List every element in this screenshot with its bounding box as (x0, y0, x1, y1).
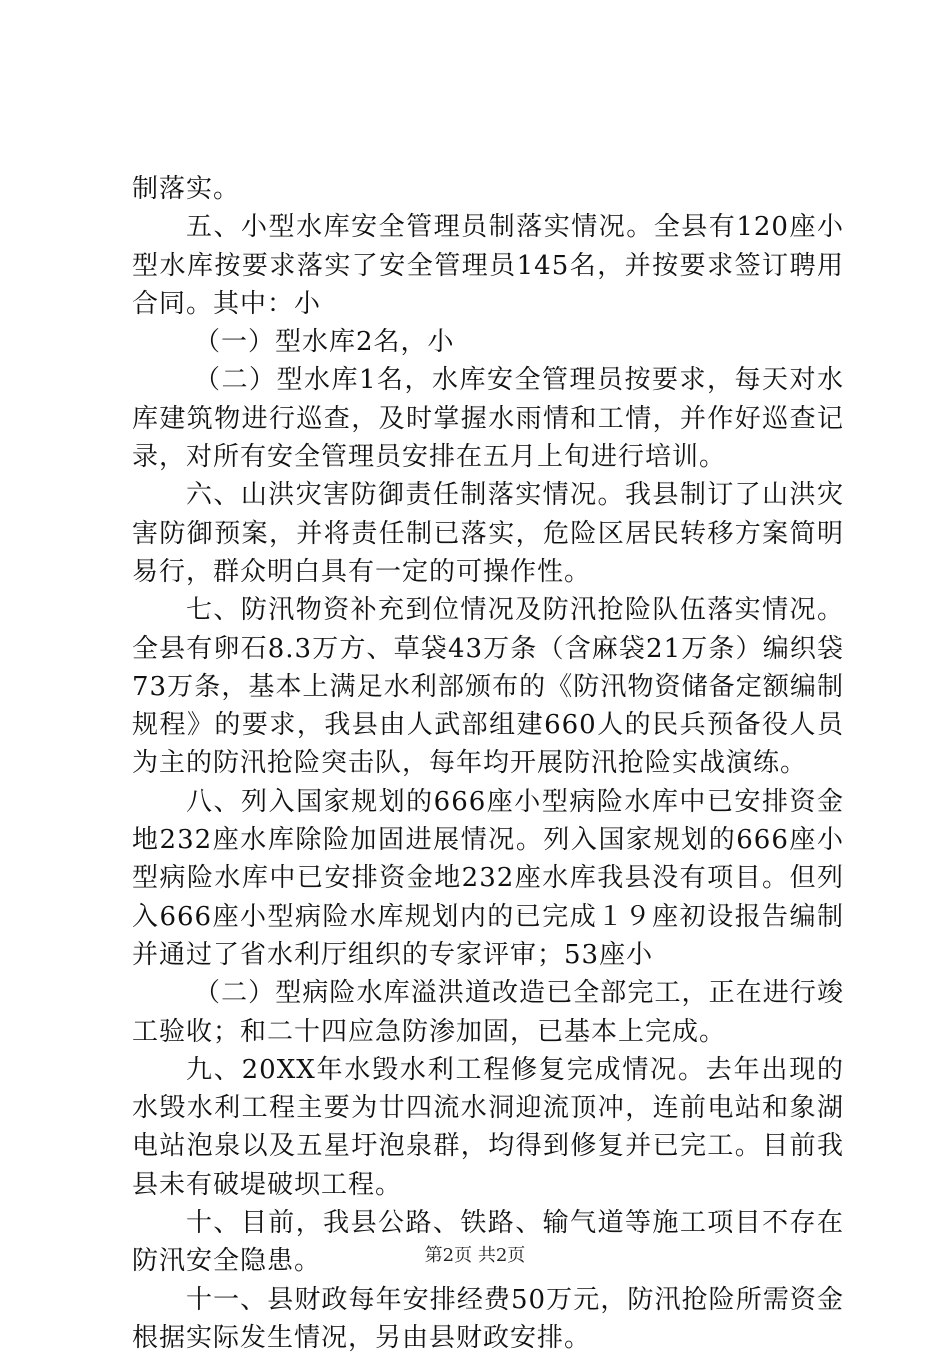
paragraph-continuation: 制落实。 (132, 174, 241, 204)
paragraph-section-11: 十一、县财政每年安排经费50万元，防汛抢险所需资金根据实际发生情况，另由县财政安排。 (132, 1284, 844, 1353)
paragraph-subitem-2b: （二）型病险水库溢洪道改造已全部完工，正在进行竣工验收；和二十四应急防渗加固，已基本上完成。 (132, 978, 844, 1047)
paragraph-section-7: 七、防汛物资补充到位情况及防汛抢险队伍落实情况。全县有卵石8.3万方、草袋43万条（含麻袋21万条）编织袋73万条，基本上满足水利部颁布的《防汛物资储备定额编制规程》的要求，我县由人武部组建660人的民兵预备役人员为主的防汛抢险突击队，每年均开展防汛抢险实战演练。 (132, 595, 844, 779)
paragraph-section-5: 五、小型水库安全管理员制落实情况。全县有120座小型水库按要求落实了安全管理员145名，并按要求签订聘用合同。其中：小 (132, 212, 844, 319)
paragraph-section-9: 九、20XX年水毁水利工程修复完成情况。去年出现的水毁水利工程主要为廿四流水洞迎流顶冲，连前电站和象湖电站泡泉以及五星圩泡泉群，均得到修复并已完工。目前我县未有破堤破坝工程。 (132, 1054, 844, 1200)
document-body (132, 170, 844, 1357)
paragraph-section-10: 十、目前，我县公路、铁路、输气道等施工项目不存在防汛安全隐患。 (132, 1208, 844, 1277)
paragraph-subitem-2: （二）型水库1名，水库安全管理员按要求，每天对水库建筑物进行巡查，及时掌握水雨情和工情，并作好巡查记录，对所有安全管理员安排在五月上旬进行培训。 (132, 365, 844, 473)
paragraph-subitem-1: （一）型水库2名，小 (194, 327, 455, 358)
paragraph-section-8: 八、列入国家规划的666座小型病险水库中已安排资金地232座水库除险加固进展情况。列入国家规划的666座小型病险水库中已安排资金地232座水库我县没有项目。但列入666座小型病险水库规划内的已完成１９座初设报告编制并通过了省水利厅组织的专家评审；53座小 (132, 786, 844, 970)
paragraph-section-6: 六、山洪灾害防御责任制落实情况。我县制订了山洪灾害防御预案，并将责任制已落实，危险区居民转移方案简明易行，群众明白具有一定的可操作性。 (132, 480, 844, 587)
page-number-footer: 第2页 共2页 (424, 1245, 526, 1266)
